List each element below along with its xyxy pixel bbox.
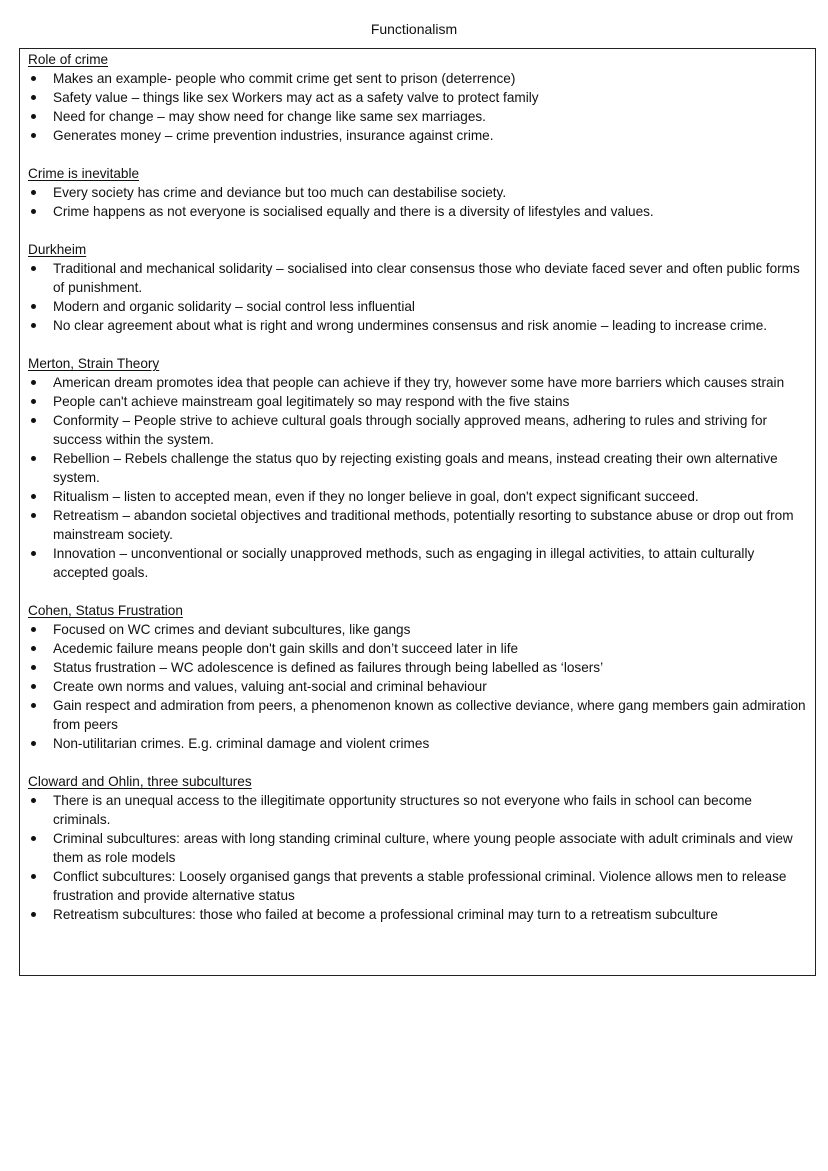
section-heading: Crime is inevitable	[28, 166, 140, 181]
list-item	[28, 487, 807, 506]
list-item-text: Safety value – things like sex Workers may act as a safety valve to protect family	[53, 90, 539, 105]
bullet-icon	[31, 494, 36, 499]
bullet-icon	[31, 399, 36, 404]
bullet-icon	[31, 209, 36, 214]
section-heading: Merton, Strain Theory	[28, 356, 160, 371]
list-item	[28, 639, 807, 658]
section	[28, 354, 807, 582]
list-item	[28, 107, 807, 126]
list-item-text: Focused on WC crimes and deviant subcultures, like gangs	[53, 622, 411, 637]
bullet-icon	[31, 133, 36, 138]
bullet-icon	[31, 456, 36, 461]
list-item	[28, 316, 807, 335]
bullet-icon	[31, 703, 36, 708]
list-item	[28, 259, 807, 297]
list-item-text: There is an unequal access to the illegitimate opportunity structures so not everyone who fails in school can become criminals.	[53, 793, 752, 827]
bullet-icon	[31, 304, 36, 309]
list-item-text: Innovation – unconventional or socially unapproved methods, such as engaging in illegal activities, to attain culturally accepted goals.	[53, 546, 755, 580]
bullet-icon	[31, 627, 36, 632]
list-item-text: Create own norms and values, valuing ant-social and criminal behaviour	[53, 679, 487, 694]
list-item-text: Conformity – People strive to achieve cultural goals through socially approved means, adhering to rules and striving for success within the system.	[53, 413, 768, 447]
list-item-text: Makes an example- people who commit crime get sent to prison (deterrence)	[53, 71, 516, 86]
bullet-list	[28, 69, 807, 145]
bullet-list	[28, 791, 807, 924]
section-heading: Cohen, Status Frustration	[28, 603, 183, 618]
list-item-text: Ritualism – listen to accepted mean, even if they no longer believe in goal, don't expect significant succeed.	[53, 489, 699, 504]
list-item-text: Retreatism subcultures: those who failed at become a professional criminal may turn to a retreatism subculture	[53, 907, 718, 922]
bullet-icon	[31, 912, 36, 917]
bullet-icon	[31, 874, 36, 879]
bullet-list	[28, 183, 807, 221]
list-item-text: Generates money – crime prevention industries, insurance against crime.	[53, 128, 494, 143]
section-heading: Role of crime	[28, 52, 109, 67]
list-item-text: Modern and organic solidarity – social control less influential	[53, 299, 415, 314]
bullet-icon	[31, 836, 36, 841]
bullet-icon	[31, 741, 36, 746]
section	[28, 240, 807, 335]
list-item	[28, 392, 807, 411]
bullet-icon	[31, 114, 36, 119]
section	[28, 772, 807, 924]
list-item	[28, 506, 807, 544]
bullet-icon	[31, 266, 36, 271]
list-item	[28, 202, 807, 221]
list-item-text: Status frustration – WC adolescence is defined as failures through being labelled as ‘losers’	[53, 660, 604, 675]
bullet-icon	[31, 190, 36, 195]
bullet-icon	[31, 684, 36, 689]
bullet-icon	[31, 95, 36, 100]
bullet-list	[28, 259, 807, 335]
bullet-icon	[31, 665, 36, 670]
bullet-icon	[31, 513, 36, 518]
bullet-icon	[31, 551, 36, 556]
bullet-icon	[31, 76, 36, 81]
notes-box	[19, 48, 816, 976]
list-item	[28, 658, 807, 677]
list-item	[28, 696, 807, 734]
list-item	[28, 829, 807, 867]
section-heading: Cloward and Ohlin, three subcultures	[28, 774, 252, 789]
list-item-text: Gain respect and admiration from peers, a phenomenon known as collective deviance, where gang members gain admiration from peers	[53, 698, 806, 732]
section	[28, 50, 807, 145]
list-item-text: Criminal subcultures: areas with long standing criminal culture, where young people associate with adult criminals and view them as role models	[53, 831, 793, 865]
list-item	[28, 69, 807, 88]
list-item	[28, 297, 807, 316]
list-item-text: People can't achieve mainstream goal legitimately so may respond with the five stains	[53, 394, 570, 409]
list-item-text: Every society has crime and deviance but too much can destabilise society.	[53, 185, 507, 200]
list-item-text: Need for change – may show need for change like same sex marriages.	[53, 109, 486, 124]
list-item	[28, 620, 807, 639]
bullet-icon	[31, 380, 36, 385]
list-item-text: Retreatism – abandon societal objectives and traditional methods, potentially resorting to substance abuse or drop out from mainstream society.	[53, 508, 794, 542]
section	[28, 164, 807, 221]
list-item	[28, 544, 807, 582]
page-title: Functionalism	[370, 21, 458, 37]
list-item	[28, 183, 807, 202]
list-item	[28, 373, 807, 392]
list-item-text: Non-utilitarian crimes. E.g. criminal damage and violent crimes	[53, 736, 430, 751]
list-item	[28, 88, 807, 107]
bullet-icon	[31, 646, 36, 651]
list-item-text: Traditional and mechanical solidarity – socialised into clear consensus those who deviate faced sever and often public forms of punishment.	[53, 261, 800, 295]
list-item-text: Rebellion – Rebels challenge the status quo by rejecting existing goals and means, instead creating their own alternative system.	[53, 451, 778, 485]
bullet-icon	[31, 798, 36, 803]
list-item	[28, 905, 807, 924]
list-item	[28, 791, 807, 829]
list-item	[28, 867, 807, 905]
bullet-list	[28, 373, 807, 582]
list-item	[28, 449, 807, 487]
section-heading: Durkheim	[28, 242, 87, 257]
list-item	[28, 411, 807, 449]
bullet-icon	[31, 323, 36, 328]
list-item-text: No clear agreement about what is right and wrong undermines consensus and risk anomie – leading to increase crime.	[53, 318, 768, 333]
bullet-list	[28, 620, 807, 753]
section	[28, 601, 807, 753]
list-item-text: American dream promotes idea that people can achieve if they try, however some have more barriers which causes strain	[53, 375, 785, 390]
list-item-text: Acedemic failure means people don't gain skills and don’t succeed later in life	[53, 641, 519, 656]
list-item-text: Conflict subcultures: Loosely organised gangs that prevents a stable professional criminal. Violence allows men to release frustration and provide alternative status	[53, 869, 787, 903]
bullet-icon	[31, 418, 36, 423]
list-item	[28, 126, 807, 145]
list-item	[28, 734, 807, 753]
list-item-text: Crime happens as not everyone is socialised equally and there is a diversity of lifestyles and values.	[53, 204, 654, 219]
list-item	[28, 677, 807, 696]
